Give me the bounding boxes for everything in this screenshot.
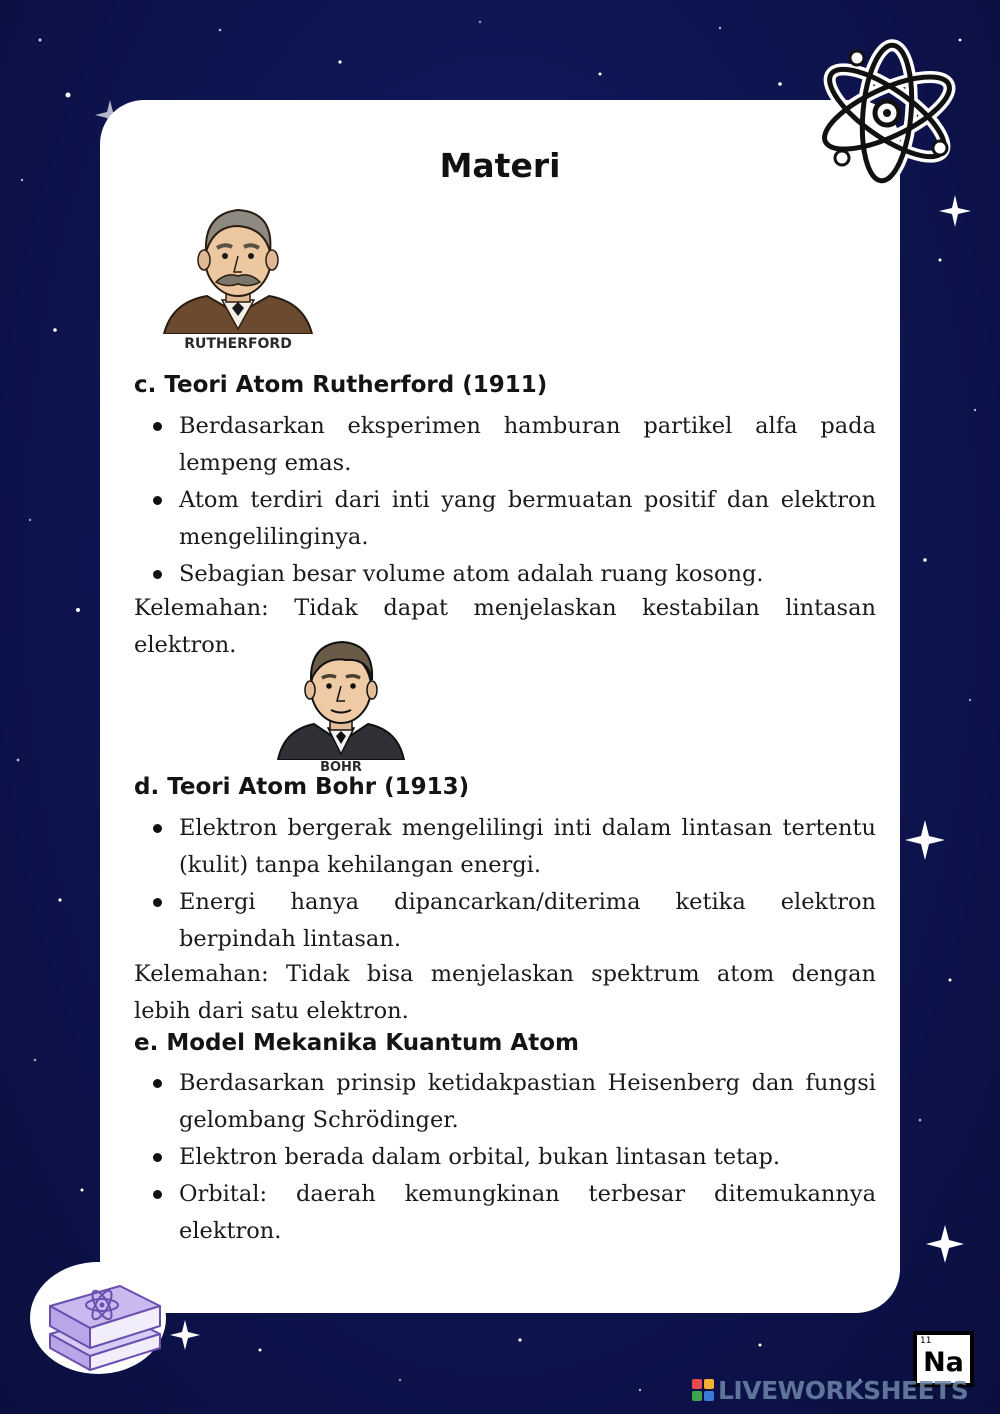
bohr-caption: BOHR [320, 760, 362, 775]
list-item: Orbital: daerah kemungkinan terbesar ditemukannya elektron. [134, 1176, 876, 1250]
liveworksheets-watermark[interactable] [692, 1376, 968, 1404]
bohr-illustration [276, 638, 406, 760]
list-item: Elektron berada dalam orbital, bukan lintasan tetap. [134, 1139, 876, 1176]
rutherford-portrait [162, 204, 314, 356]
science-book-icon [28, 1256, 173, 1380]
list-item: Berdasarkan prinsip ketidakpastian Heisenberg dan fungsi gelombang Schrödinger. [134, 1065, 876, 1139]
section-heading-quantum: e. Model Mekanika Kuantum Atom [134, 1030, 579, 1056]
element-symbol: Na [923, 1347, 964, 1378]
rutherford-illustration [162, 204, 314, 334]
rutherford-bullet-list [134, 408, 876, 593]
bohr-portrait [276, 638, 406, 778]
quantum-bullet-list [134, 1065, 876, 1250]
list-item: Berdasarkan eksperimen hamburan partikel alfa pada lempeng emas. [134, 408, 876, 482]
rutherford-caption: RUTHERFORD [184, 336, 292, 352]
list-item: Atom terdiri dari inti yang bermuatan positif dan elektron mengelilinginya. [134, 482, 876, 556]
list-item: Energi hanya dipancarkan/diterima ketika elektron berpindah lintasan. [134, 884, 876, 958]
list-item: Elektron bergerak mengelilingi inti dalam lintasan tertentu (kulit) tanpa kehilangan energi. [134, 810, 876, 884]
section-heading-rutherford: c. Teori Atom Rutherford (1911) [134, 372, 548, 398]
rutherford-weakness: Kelemahan: Tidak dapat menjelaskan kestabilan lintasan elektron. [134, 595, 876, 658]
watermark-text: LIVEWORKSHEETS [718, 1375, 969, 1405]
page-title: Materi [439, 146, 561, 185]
bohr-bullet-list [134, 810, 876, 958]
list-item: Sebagian besar volume atom adalah ruang kosong. [134, 556, 876, 593]
section-heading-bohr: d. Teori Atom Bohr (1913) [134, 774, 470, 800]
bohr-weakness: Kelemahan: Tidak bisa menjelaskan spektrum atom dengan lebih dari satu elektron. [134, 961, 876, 1024]
liveworksheets-logo-icon [692, 1379, 714, 1401]
element-number: 11 [920, 1336, 932, 1346]
